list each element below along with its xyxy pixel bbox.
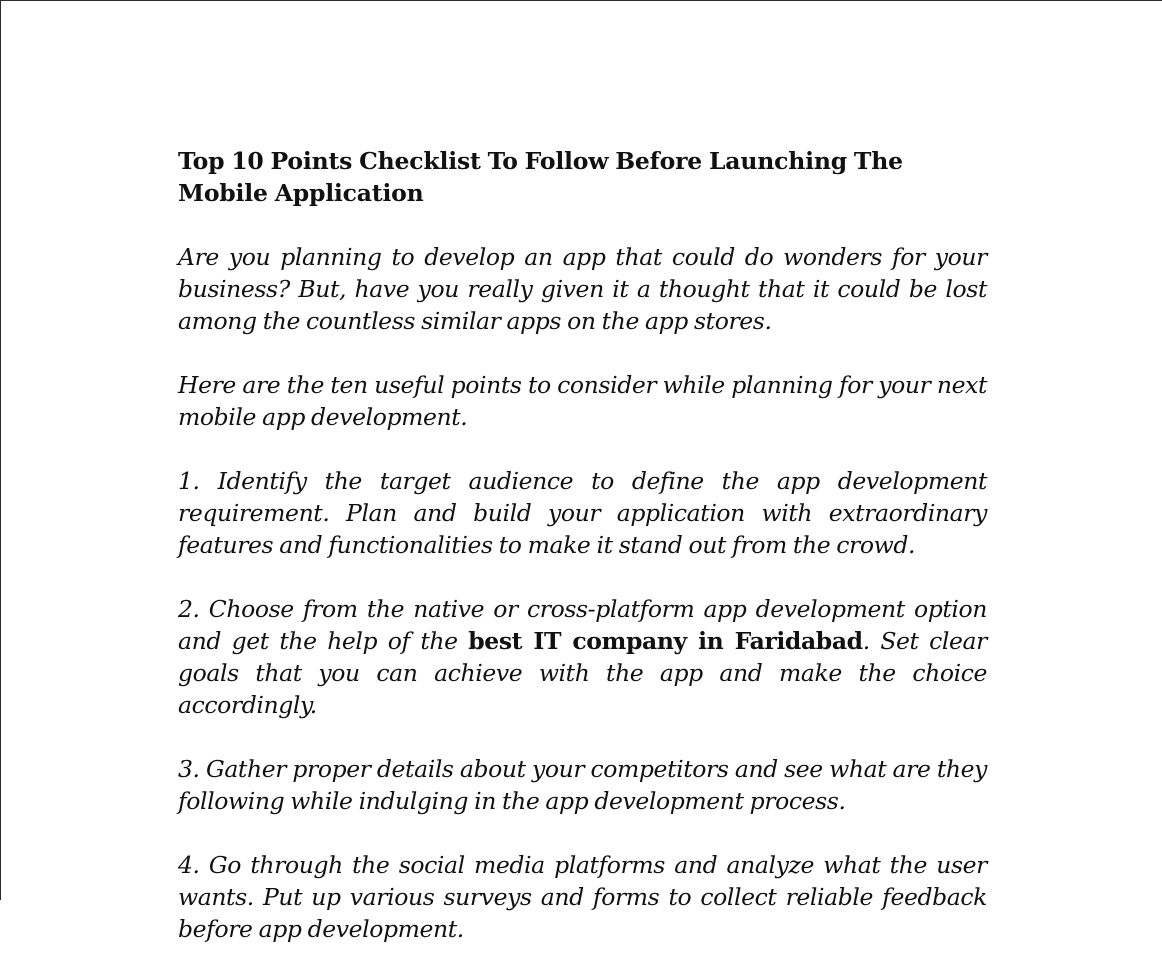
intro-paragraph-2: Here are the ten useful points to consider while planning for your next mobile app development.	[178, 371, 987, 431]
checklist-point-1: 1. Identify the target audience to define the app development requirement. Plan and build your application with extraordinary features and functionalities to make it stand out from the crowd.	[178, 467, 987, 559]
checklist-point-3: 3. Gather proper details about your competitors and see what are they following while indulging in the app development process.	[178, 755, 987, 815]
point-2-text-start: 2. Choose from the native or cross-platform app development option and get the help of the	[178, 595, 987, 655]
checklist-point-2	[178, 593, 987, 721]
intro-paragraph-1: Are you planning to develop an app that could do wonders for your business? But, have you really given it a thought that it could be lost among the countless similar apps on the app stores.	[178, 243, 987, 335]
point-2-bold-keyword: best IT company in Faridabad	[468, 627, 863, 655]
checklist-point-4: 4. Go through the social media platforms and analyze what the user wants. Put up various surveys and forms to collect reliable feedback before app development.	[178, 851, 987, 943]
document-content	[178, 145, 987, 977]
point-2-text-end: . Set clear goals that you can achieve with the app and make the choice accordingly.	[178, 627, 987, 719]
document-title: Top 10 Points Checklist To Follow Before Launching The Mobile Application	[178, 147, 903, 207]
